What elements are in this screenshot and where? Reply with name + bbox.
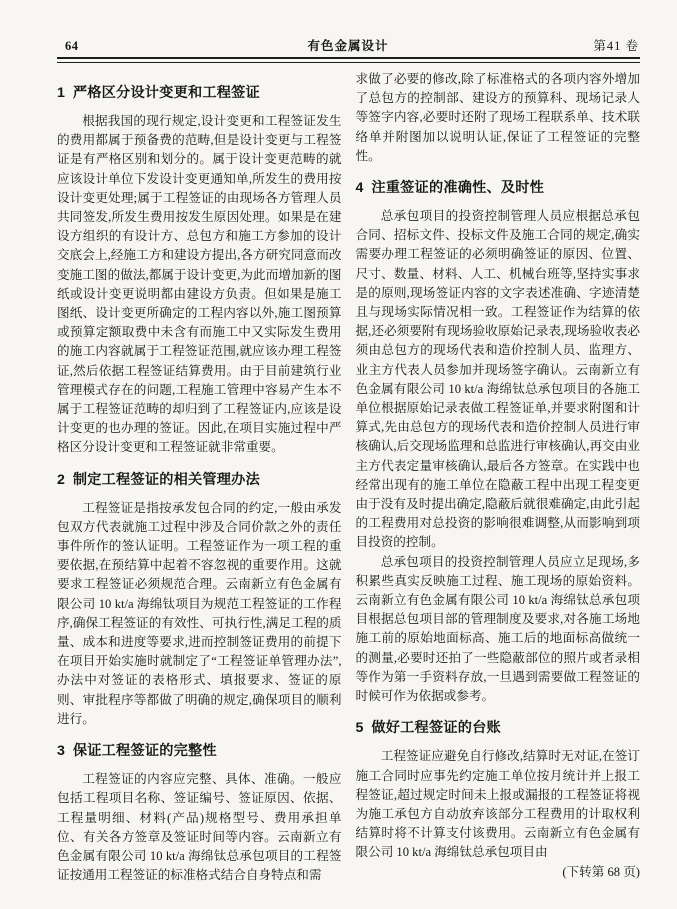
section-number: 5 xyxy=(355,720,364,737)
volume-label: 第41 卷 xyxy=(593,39,639,53)
paragraph-section3-partial: 工程签证的内容应完整、具体、准确。一般应包括工程项目名称、签证编号、签证原因、依据、工程量明细、材料(产品)规格型号、费用承担单位、有关各方签章及签证时间等内容。云南新立有色金属有限公司 10 kt/a 海绵钛总承包项目的工程签证按通用工程签证的标准格式结合自身特点和需 xyxy=(57,772,342,883)
section-title: 保证工程签证的完整性 xyxy=(72,743,217,760)
section-heading-5 xyxy=(356,719,641,738)
section-title: 制定工程签证的相关管理办法 xyxy=(72,471,260,488)
running-head xyxy=(57,36,639,56)
paragraph-section4-b: 总承包项目的投资控制管理人员应立足现场,多积累些真实反映施工过程、施工现场的原始资料。云南新立有色金属有限公司 10 kt/a 海绵钛总承包项目根据总包项目部的管理制度及要求,对各施工场地施工前的原始地面标高、施工后的地面标高做统一的测量,必要时还拍了一些隐蔽部位的照片或者录相等作为第一手资料存放,一旦遇到需要做工程签证的时候可作为依据或参考。 xyxy=(355,554,640,704)
section-title: 做好工程签证的台账 xyxy=(371,720,501,737)
section-heading-4 xyxy=(356,179,641,198)
section-number: 3 xyxy=(57,743,66,760)
continued-on-page-note: (下转第 68 页) xyxy=(562,864,640,879)
header-double-rule xyxy=(57,57,640,63)
section-number: 2 xyxy=(57,471,66,488)
section-heading-2 xyxy=(57,471,342,490)
section-heading-1 xyxy=(57,84,342,103)
article-body xyxy=(57,70,640,895)
paragraph-section1: 根据我国的现行规定,设计变更和工程签证发生的费用都属于预备费的范畴,但是设计变更与工程签证是有严格区别和划分的。属于设计变更范畴的就应该设计单位下发设计变更通知单,所发生的费用按设计变更处理;属于工程签证的由现场各方管理人员共同签发,所发生费用按发生原因处理。如果是在建设方组织的有设计方、总包方和施工方参加的设计交底会上,经施工方和建设方提出,各方研究同意而改变施工图的做法,都属于设计变更,为此而增加新的图纸或设计变更说明都由建设方负责。但如果是施工图纸、设计变更所确定的工程内容以外,施工图预算或预算定额取费中未含有而施工中又实际发生费用的施工内容就属于工程签证范围,就应该办理工程签证,然后依据工程签证结算费用。由于目前建筑行业管理模式存在的问题,工程施工管理中容易产生本不属于工程签证范畴的却归到了工程签证内,应该是设计变更的也办理的签证。因此,在项目实施过程中严格区分设计变更和工程签证就非常重要。 xyxy=(57,114,342,455)
section-title: 严格区分设计变更和工程签证 xyxy=(72,85,260,101)
right-column xyxy=(356,70,641,895)
paragraph-section3-continued: 求做了必要的修改,除了标准格式的各项内容外增加了总包方的控制部、建设方的预算科、现场记录人等签字内容,必要时还附了现场工程联系单、技术联络单并附图加以说明认证,保证了工程签证的完整性。 xyxy=(355,72,640,163)
section-number: 1 xyxy=(57,85,66,101)
left-column xyxy=(57,70,342,895)
journal-title: 有色金属设计 xyxy=(307,39,389,53)
page-number: 64 xyxy=(65,39,79,53)
section-title: 注重签证的准确性、及时性 xyxy=(371,180,545,197)
paragraph-section5-partial: 工程签证应避免自行修改,结算时无对证,在签订施工合同时应事先约定施工单位按月统计并上报工程签证,超过规定时间未上报或漏报的工程签证将视为施工承包方自动放弃该部分工程费用的计取权利结算时将不计算支付该费用。云南新立有色金属有限公司 10 kt/a 海绵钛总承包项目由 xyxy=(355,749,640,860)
paragraph-section4-a: 总承包项目的投资控制管理人员应根据总承包合同、招标文件、投标文件及施工合同的规定,确实需要办理工程签证的必须明确签证的原因、位置、尺寸、数量、材料、人工、机械台班等,坚持实事求是的原则,现场签证内容的文字表述准确、字迹清楚且与现场实际情况相一致。工程签证作为结算的依据,还必须要附有现场验收原始记录表,现场验收表必须由总包方的现场代表和造价控制人员、监理方、业主方代表人员参加并现场签字确认。云南新立有色金属有限公司 10 kt/a 海绵钛总承包项目的各施工单位根据原始记录表做工程签证单,并要求附图和计算式,先由总包方的现场代表和造价控制人员进行审核确认,后交现场监理和总监进行审核确认,再交由业主方代表定量审核确认,最后各方签章。在实践中也经常出现有的施工单位在隐蔽工程中出现工程变更由于没有及时提出确定,隐蔽后就很难确定,由此引起的工程费用对总投资的影响很难调整,从而影响到项目投资的控制。 xyxy=(355,209,640,550)
section-number: 4 xyxy=(355,180,364,197)
paragraph-section2: 工程签证是指按承发包合同的约定,一般由承发包双方代表就施工过程中涉及合同价款之外的责任事件所作的签认证明。工程签证作为一项工程的重要依据,在预结算中起着不容忽视的重要作用。这就要求工程签证必须规范合理。云南新立有色金属有限公司 10 kt/a 海绵钛项目为规范工程签证的工作程序,确保工程签证的有效性、可执行性,满足工程的质量、成本和进度等要求,进而控制签证费用的前提下在项目开始实施时就制定了“工程签证单管理办法”,办法中对签证的表格形式、填报要求、签证的原则、审批程序等都做了明确的规定,确保项目的顺利进行。 xyxy=(57,500,342,726)
section-heading-3 xyxy=(57,742,342,761)
